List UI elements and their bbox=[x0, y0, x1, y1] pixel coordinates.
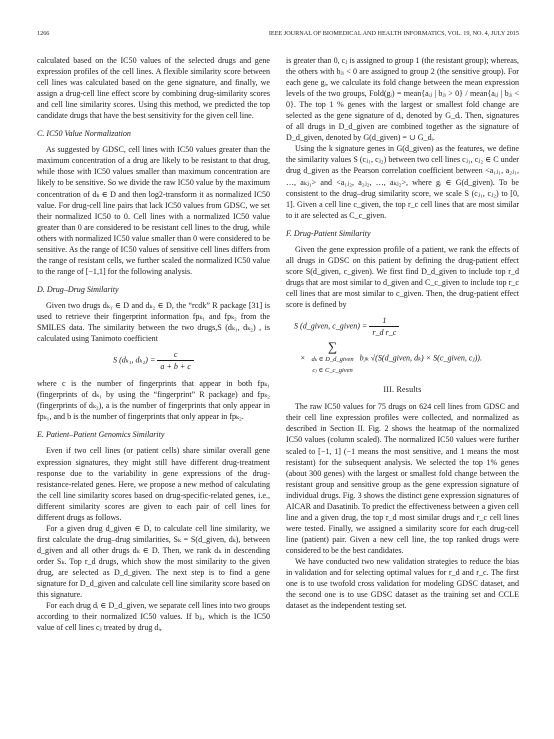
summation bbox=[311, 341, 353, 376]
paragraph: The raw IC50 values for 75 drugs on 624 cell lines from GDSC and their cell line expression profiles were collected, and normalized as described in Section II. Fig. 2 shows the heatmap of the normalized IC50 values (column scaled). The normalized IC50 values were further scaled to [−1, 1] (−1 means the most sensitive, and 1 means the most resistant) for the subsequent analysis. We selected the top 1% genes (about 300 genes) with the largest or smallest fold change between the resistant group and sensitive group as the gene expression signature of individual drugs. Fig. 3 shows the distinct gene expression signatures of AICAR and Dasatinib. To predict the effectiveness between a given cell line and a given drug, the top r_d most similar drugs and r_c cell lines were tested. Finally, we assigned a similarity score for each drug-cell line (patient) pair. Given a new cell line, the top ranked drugs were considered to be the best candidates. bbox=[286, 402, 519, 555]
equation-lhs: S (d_given, c_given) = bbox=[294, 321, 368, 331]
sum-subscript: dₖ ∈ D_d_given bbox=[311, 356, 354, 364]
paragraph: Given the gene expression profile of a patient, we rank the effects of all drugs in GDSC on this patient by defining the drug-patient effect score S(d_given, c_given). We first find D_d_given to include top r_d drugs that are most similar to d_given and C_c_given to include top r_c cell lines that are most similar to c_given. Then, the drug-patient effect score is defined by bbox=[286, 244, 519, 309]
effect-score-equation bbox=[286, 315, 519, 376]
times-sign: × bbox=[300, 353, 306, 363]
paragraph: Even if two cell lines (or patient cells) share similar overall gene expression signatures, they might still have different drug-treatment response due to the variability in gene expressions of the drug-resistance-related genes. Here, we propose a new method of calculating the cell line similarity scores based on drug-specific-related genes, i.e., different similarity scores are given to each pair of cell lines for different drugs as follows. bbox=[37, 446, 270, 522]
paragraph: Using the k signature genes in G(d_given) as the features, we define the similarity values S (cⱼ₁, cⱼ₂) between two cell lines cⱼ₁, cⱼ₂ ∈ C under drug d_given as the Pearson correlation coefficient between <a₁ⱼ₁, a₂ⱼ₁, …, aₖⱼ₁> and <a₁ⱼ₂, a₂ⱼ₂, …, aₖⱼ₂>, where gᵢ ∈ G(d_given). To be consistent to the drug–drug similarity score, we scale S (cⱼ₁, cⱼ₂) to [0, 1]. Given a cell line c_given, the top r_c cell lines that are most similar to it are selected as C_c_given. bbox=[286, 144, 519, 220]
left-column bbox=[37, 55, 270, 633]
section-heading: F. Drug-Patient Similarity bbox=[286, 228, 371, 238]
paragraph: We have conducted two new validation strategies to reduce the bias in validation and for selecting optimal values for r_d and r_c. The first one is to use twofold cross validation for modeling GDSC dataset, and the second one is to use GDSC dataset as the training set and CCLE dataset as the independent testing set. bbox=[286, 556, 519, 611]
numerator: c bbox=[157, 349, 194, 361]
tanimoto-equation bbox=[37, 349, 270, 372]
paragraph: Given two drugs dₖ₁ ∈ D and dₖ₂ ∈ D, the “rcdk” R package [31] is used to retrieve their fingerprint information fpₖ₁ and fpₖ₂ from the SMILES data. The similarity between the two drugs,S (dₖ₁, dₖ₂) , is calculated using Tanimoto coefficient bbox=[37, 300, 270, 344]
sum-sign: ∑ bbox=[327, 339, 338, 355]
paragraph: is greater than 0, cⱼ is assigned to group 1 (the resistant group); whereas, the others with bⱼᵢ < 0 are assigned to group 2 (the sensitive group). For each gene gᵢ, we calculate its fold change between the mean expression levels of the two groups, Fold(gᵢ) = mean{aᵢⱼ | bⱼᵢ > 0} / mean{aᵢⱼ | bⱼᵢ < 0}. The top 1 % genes with the largest or smallest fold change are selected as the gene signature of dᵢ, denoted by G_dᵢ. Then, signatures of all drugs in D_d_given are combined together as the signature of D_d_given, denoted by G(d_given) = ∪ G_dᵢ. bbox=[286, 56, 519, 143]
numerator: 1 bbox=[369, 315, 399, 327]
section-heading: D. Drug–Drug Similarity bbox=[37, 284, 119, 294]
journal-name: IEEE JOURNAL OF BIOMEDICAL AND HEALTH INFORMATICS, VOL. 19, NO. 4, JULY 2015 bbox=[268, 30, 519, 37]
equation-fraction bbox=[369, 315, 399, 338]
section-heading: E. Patient–Patient Genomics Similarity bbox=[37, 430, 165, 440]
page-number: 1266 bbox=[37, 30, 50, 37]
paragraph: where c is the number of fingerprints that appear in both fpₖ₁ (fingerprints of dₖ₁ by using the “fingerprint” R package) and fpₖ₂ (fingerprints of dₖ₂), a is the number of fingerprints that only appear in fpₖ₁, and b is the number of fingerprints that only appear in fpₖ₂. bbox=[37, 379, 270, 422]
sum-subscript: cⱼ ∈ C_c_given bbox=[312, 367, 353, 375]
section-heading: III. Results bbox=[383, 385, 422, 395]
section-heading: C. IC50 Value Normalization bbox=[37, 129, 131, 139]
right-column bbox=[286, 55, 519, 611]
denominator: r_d r_c bbox=[372, 328, 397, 338]
paragraph: As suggested by GDSC, cell lines with IC50 values greater than the maximum concentration of a drug are likely to be resistant to that drug, while those with IC50 values smaller than maximum concentration are likely to be sensitive. So we divide the raw IC50 value by the maximum concentration of dₖ ∈ D and then log2-transform it as normalized IC50 value. For drug-cell line pairs that lack IC50 values from GDSC, we set their normalized IC50 to 0. Cell lines with a normalized IC50 value greater than 0 are considered to be resistant cell lines to the drug, while others with normalized IC50 value smaller than 0 were considered to be sensitive. As the range of IC50 values of sensitive cell lines differs from the range of resistant cells, we further scaled the normalized IC50 value to the range of [−1,1] for the following analysis. bbox=[37, 145, 270, 276]
denominator: a + b + c bbox=[160, 362, 191, 372]
paragraph: For a given drug d_given ∈ D, to calculate cell line similarity, we first calculate the drug–drug similarities, Sₖ = S(d_given, dₖ), between d_given and all other drugs dₖ ∈ D. Then, we rank dₖ in descending order Sₖ. Top r_d drugs, which show the most similarity to the given drug, are selected as D_d_given. The next step is to find a gene signature for D_d_given and calculate cell line similarity score based on this signature. bbox=[37, 523, 270, 600]
paragraph: For each drug dᵢ ∈ D_d_given, we separate cell lines into two groups according to their normalized IC50 values. If bⱼᵢ, which is the IC50 value of cell lines cⱼ treated by drug dᵢ, bbox=[37, 601, 270, 633]
sum-term: bⱼₖ √(S(d_given, dₖ) × S(c_given, cⱼ)). bbox=[359, 353, 482, 363]
equation-fraction bbox=[157, 349, 194, 372]
equation-lhs: S (dₖ₁, dₖ₂) = bbox=[113, 355, 156, 365]
paragraph: calculated based on the IC50 values of the selected drugs and gene expression profiles of the cell lines. A flexible similarity score between cell lines was calculated based on the gene signature, and finally, we assign a drug-cell line effect score by combining drug-similarity scores and cell line similarity scores. Using this method, we predicted the top candidate drugs that have the best sensitivity for the given cell line. bbox=[37, 56, 270, 121]
